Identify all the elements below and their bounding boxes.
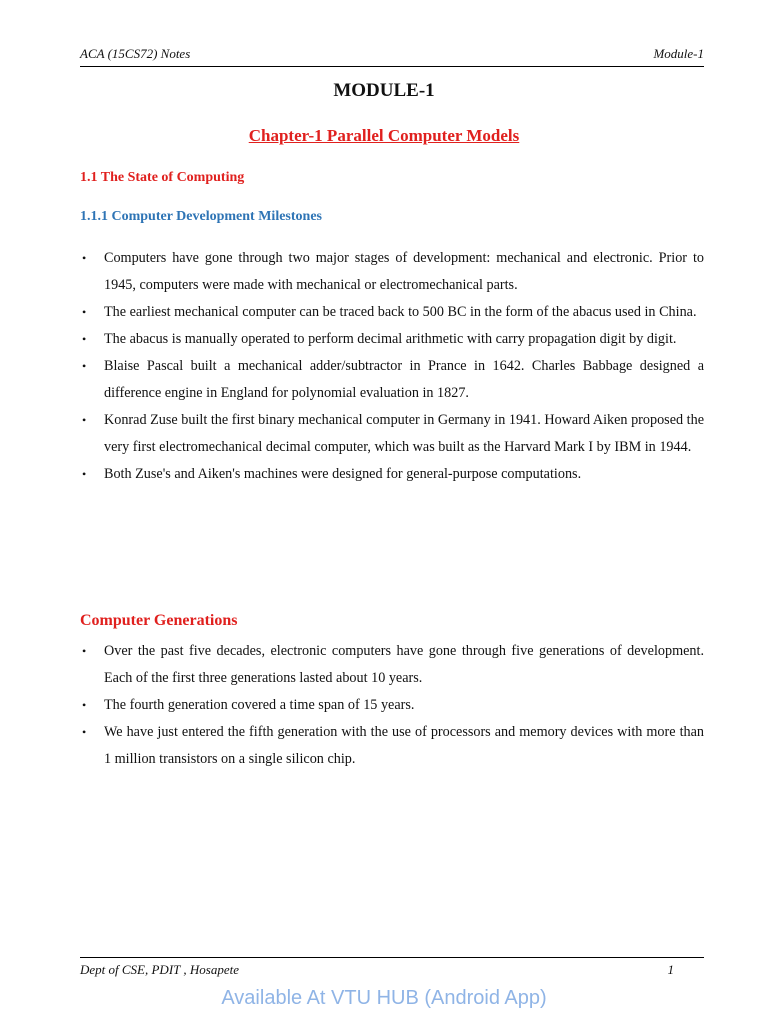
list-item — [80, 407, 704, 461]
list-item-text: Computers have gone through two major stages of development: mechanical and electronic. Prior to 1945, computers were made with mechanical or electromechanical parts. — [104, 250, 704, 293]
header-divider — [80, 66, 704, 67]
header-course: ACA (15CS72) Notes — [80, 46, 191, 61]
list-item — [80, 353, 704, 407]
bullet-icon: • — [82, 359, 87, 373]
list-item-text: Blaise Pascal built a mechanical adder/subtractor in Prance in 1642. Charles Babbage designed a difference engine in England for polynomial evaluation in 1827. — [104, 358, 704, 401]
list-item — [80, 719, 704, 773]
milestones-list — [80, 245, 704, 488]
bullet-icon: • — [82, 413, 87, 427]
list-item — [80, 692, 704, 719]
footer-department: Dept of CSE, PDIT , Hosapete — [80, 962, 239, 977]
bullet-icon: • — [82, 467, 87, 481]
chapter-title: Chapter-1 Parallel Computer Models — [248, 126, 520, 145]
bullet-icon: • — [82, 305, 87, 319]
vtu-hub-watermark: Available At VTU HUB (Android App) — [221, 987, 547, 1009]
generations-list-container — [80, 638, 704, 773]
subsection-heading-1-1-1: 1.1.1 Computer Development Milestones — [80, 209, 322, 224]
generations-list — [80, 638, 704, 773]
list-item — [80, 245, 704, 299]
milestones-list-container — [80, 245, 704, 488]
bullet-icon: • — [82, 332, 87, 346]
list-item-text: The earliest mechanical computer can be traced back to 500 BC in the form of the abacus used in China. — [104, 304, 697, 320]
bullet-icon: • — [82, 251, 87, 265]
list-item — [80, 638, 704, 692]
bullet-icon: • — [82, 644, 87, 658]
footer-divider — [80, 957, 704, 958]
list-item-text: Konrad Zuse built the first binary mechanical computer in Germany in 1941. Howard Aiken proposed the very first electromechanical decimal computer, which was built as the Harvard Mark I by IBM in 1944. — [104, 412, 704, 455]
list-item-text: Over the past five decades, electronic computers have gone through five generations of development. Each of the first three generations lasted about 10 years. — [104, 643, 704, 686]
list-item-text: Both Zuse's and Aiken's machines were designed for general-purpose computations. — [104, 466, 582, 482]
list-item — [80, 299, 704, 326]
list-item — [80, 461, 704, 488]
module-title: MODULE-1 — [333, 80, 435, 101]
list-item-text: The abacus is manually operated to perform decimal arithmetic with carry propagation digit by digit. — [104, 331, 677, 347]
list-item-text: The fourth generation covered a time span of 15 years. — [104, 697, 415, 713]
generations-heading: Computer Generations — [80, 612, 238, 629]
list-item — [80, 326, 704, 353]
page-number: 1 — [667, 962, 674, 977]
section-heading-1-1: 1.1 The State of Computing — [80, 170, 245, 185]
list-item-text: We have just entered the fifth generation with the use of processors and memory devices with more than 1 million transistors on a single silicon chip. — [104, 724, 704, 767]
header-module: Module-1 — [653, 46, 704, 61]
bullet-icon: • — [82, 698, 87, 712]
bullet-icon: • — [82, 725, 87, 739]
